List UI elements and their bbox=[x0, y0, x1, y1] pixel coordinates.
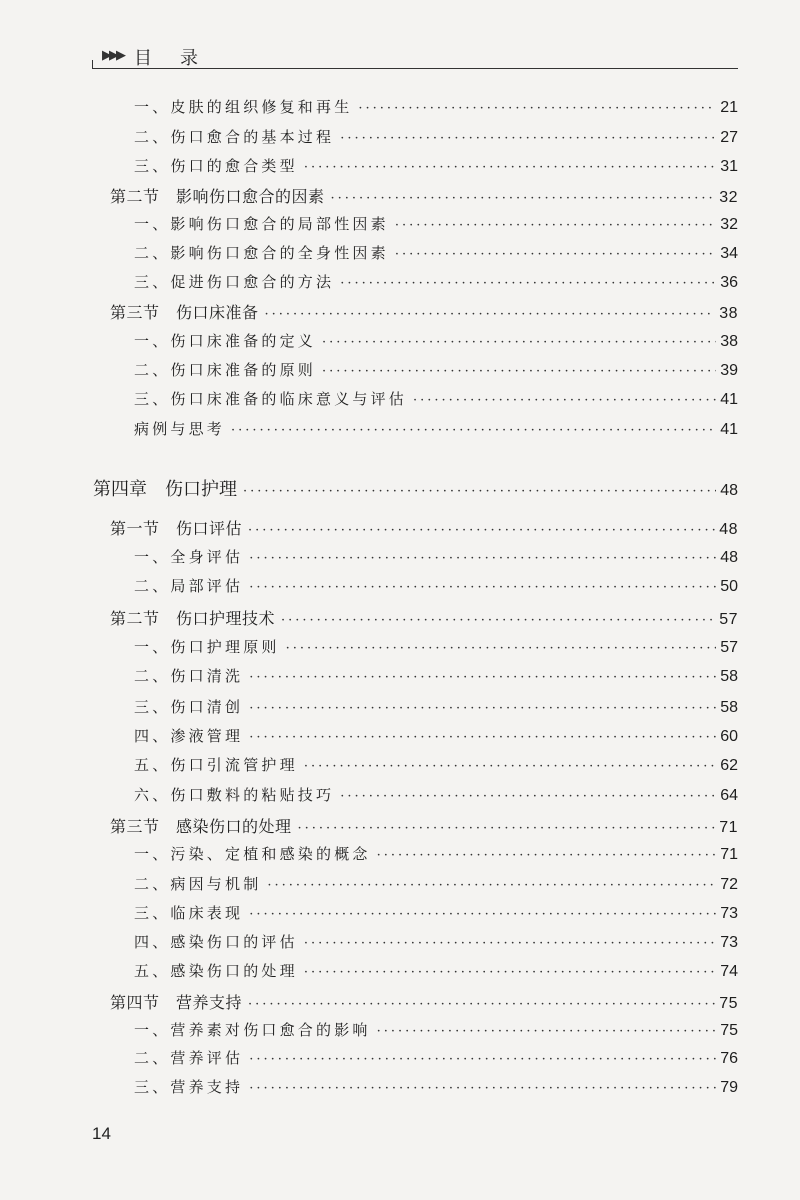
toc-entry-page: 76 bbox=[720, 1050, 738, 1067]
toc-entry-page: 62 bbox=[720, 757, 738, 774]
dot-leader bbox=[286, 641, 717, 656]
dot-leader bbox=[231, 423, 716, 438]
toc-entry-title: 四、感染伤口的评估 bbox=[134, 933, 298, 951]
toc-entry bbox=[134, 960, 738, 981]
toc-entry bbox=[134, 636, 738, 657]
dot-leader bbox=[249, 580, 716, 595]
toc-entry-title: 二、局部评估 bbox=[134, 577, 244, 595]
page-number: 14 bbox=[92, 1124, 111, 1143]
toc-entry-title: 一、伤口护理原则 bbox=[134, 638, 280, 656]
toc-entry bbox=[134, 242, 738, 263]
toc-entry-title: 二、营养评估 bbox=[134, 1049, 244, 1067]
toc-entry-page: 48 bbox=[719, 521, 738, 538]
toc-entry-title: 第一节 伤口评估 bbox=[110, 519, 243, 538]
toc-entry bbox=[134, 1076, 738, 1097]
toc-entry-title: 二、伤口愈合的基本过程 bbox=[134, 128, 335, 146]
dot-leader bbox=[249, 701, 716, 716]
toc-entry-title: 四、渗液管理 bbox=[134, 727, 244, 745]
dot-leader bbox=[249, 1052, 716, 1067]
toc-entry-title: 第三节 感染伤口的处理 bbox=[110, 817, 292, 836]
dot-leader bbox=[413, 393, 716, 408]
toc-entry bbox=[134, 330, 738, 351]
dot-leader bbox=[249, 551, 716, 566]
dot-leader bbox=[281, 613, 715, 628]
toc-entry-page: 75 bbox=[720, 1022, 738, 1039]
toc-entry bbox=[110, 300, 738, 323]
toc-entry-title: 二、病因与机制 bbox=[134, 875, 262, 893]
toc-entry-title: 一、皮肤的组织修复和再生 bbox=[134, 98, 353, 116]
toc-entry-page: 73 bbox=[720, 934, 738, 951]
arrow-icon: ▶▶▶ bbox=[102, 48, 123, 63]
toc-entry-page: 73 bbox=[720, 905, 738, 922]
dot-leader bbox=[249, 730, 716, 745]
toc-entry-title: 六、伤口敷料的粘贴技巧 bbox=[134, 786, 335, 804]
dot-leader bbox=[340, 276, 716, 291]
dot-leader bbox=[395, 247, 716, 262]
toc-entry bbox=[134, 902, 738, 923]
toc-entry-page: 75 bbox=[719, 995, 738, 1012]
toc-entry-title: 三、促进伤口愈合的方法 bbox=[134, 273, 335, 291]
toc-entry-title: 一、营养素对伤口愈合的影响 bbox=[134, 1021, 371, 1039]
dot-leader bbox=[265, 307, 716, 322]
toc-entry-title: 二、伤口床准备的原则 bbox=[134, 361, 317, 379]
toc-entry-page: 58 bbox=[720, 668, 738, 685]
header-title: 目录 bbox=[134, 48, 226, 69]
toc-entry bbox=[134, 665, 738, 686]
toc-entry-page: 64 bbox=[720, 787, 738, 804]
toc-entry-title: 三、营养支持 bbox=[134, 1078, 244, 1096]
toc-entry-title: 第二节 影响伤口愈合的因素 bbox=[110, 187, 325, 206]
toc-entry-title: 三、临床表现 bbox=[134, 904, 244, 922]
dot-leader bbox=[304, 759, 716, 774]
toc-entry bbox=[110, 814, 738, 837]
toc-entry-page: 57 bbox=[719, 611, 738, 628]
toc-entry-page: 32 bbox=[720, 216, 738, 233]
dot-leader bbox=[322, 335, 716, 350]
toc-entry bbox=[134, 843, 738, 864]
toc-entry-title: 二、伤口清洗 bbox=[134, 667, 244, 685]
dot-leader bbox=[249, 907, 716, 922]
toc-entry bbox=[134, 784, 738, 805]
toc-entry-title: 病例与思考 bbox=[134, 420, 226, 438]
toc-entry-page: 41 bbox=[720, 391, 738, 408]
toc-entry-page: 27 bbox=[720, 129, 738, 146]
toc-entry-title: 二、影响伤口愈合的全身性因素 bbox=[134, 244, 389, 262]
toc-entry-title: 一、污染、定植和感染的概念 bbox=[134, 845, 371, 863]
dot-leader bbox=[267, 878, 716, 893]
toc-entry bbox=[134, 155, 738, 176]
toc-entry-page: 21 bbox=[720, 99, 738, 116]
toc-entry bbox=[134, 418, 738, 439]
toc-entry bbox=[110, 990, 738, 1013]
toc-entry bbox=[134, 1019, 738, 1040]
toc-entry-title: 五、伤口引流管护理 bbox=[134, 756, 298, 774]
toc-entry-title: 五、感染伤口的处理 bbox=[134, 962, 298, 980]
toc-entry-page: 48 bbox=[720, 549, 738, 566]
toc-entry-page: 58 bbox=[720, 699, 738, 716]
dot-leader bbox=[395, 218, 716, 233]
dot-leader bbox=[249, 670, 716, 685]
toc-entry bbox=[134, 1047, 738, 1068]
toc-entry bbox=[134, 546, 738, 567]
toc-entry-page: 48 bbox=[720, 482, 738, 499]
toc-entry-title: 一、影响伤口愈合的局部性因素 bbox=[134, 215, 389, 233]
toc-entry bbox=[134, 931, 738, 952]
toc-entry-title: 三、伤口床准备的临床意义与评估 bbox=[134, 390, 408, 408]
toc-entry bbox=[110, 516, 738, 539]
dot-leader bbox=[243, 484, 716, 499]
toc-entry-page: 39 bbox=[720, 362, 738, 379]
dot-leader bbox=[331, 191, 716, 206]
toc-entry-title: 第三节 伤口床准备 bbox=[110, 303, 259, 322]
toc-entry-page: 38 bbox=[720, 333, 738, 350]
toc-entry-page: 34 bbox=[720, 245, 738, 262]
dot-leader bbox=[304, 965, 716, 980]
toc-entry bbox=[134, 271, 738, 292]
dot-leader bbox=[322, 364, 716, 379]
toc-entry-page: 38 bbox=[719, 305, 738, 322]
running-header bbox=[92, 46, 738, 76]
toc-entry-page: 71 bbox=[720, 846, 738, 863]
dot-leader bbox=[298, 821, 716, 836]
toc-entry bbox=[134, 873, 738, 894]
toc-entry bbox=[134, 575, 738, 596]
toc-entry-page: 50 bbox=[720, 578, 738, 595]
toc-entry bbox=[110, 606, 738, 629]
toc-entry-page: 74 bbox=[720, 963, 738, 980]
toc-entry bbox=[110, 184, 738, 207]
dot-leader bbox=[377, 848, 717, 863]
dot-leader bbox=[377, 1024, 717, 1039]
toc-entry-page: 60 bbox=[720, 728, 738, 745]
dot-leader bbox=[248, 997, 715, 1012]
toc-entry bbox=[134, 96, 738, 117]
toc-entry-title: 第四节 营养支持 bbox=[110, 993, 243, 1012]
toc-entry-page: 71 bbox=[719, 819, 738, 836]
toc-entry-page: 31 bbox=[720, 158, 738, 175]
toc-entry-title: 第二节 伤口护理技术 bbox=[110, 609, 276, 628]
dot-leader bbox=[304, 160, 716, 175]
toc-entry bbox=[134, 754, 738, 775]
toc-entry-page: 36 bbox=[720, 274, 738, 291]
toc-entry bbox=[134, 696, 738, 717]
dot-leader bbox=[249, 1081, 716, 1096]
toc-entry-title: 一、伤口床准备的定义 bbox=[134, 332, 317, 350]
toc-entry bbox=[93, 475, 738, 501]
toc-entry bbox=[134, 725, 738, 746]
toc-entry bbox=[134, 388, 738, 409]
toc-entry-page: 72 bbox=[720, 876, 738, 893]
toc-entry bbox=[134, 213, 738, 234]
toc-entry-page: 32 bbox=[719, 189, 738, 206]
toc-entry bbox=[134, 359, 738, 380]
toc-entry-title: 一、全身评估 bbox=[134, 548, 244, 566]
dot-leader bbox=[358, 101, 716, 116]
dot-leader bbox=[304, 936, 716, 951]
dot-leader bbox=[340, 789, 716, 804]
toc-entry-title: 第四章 伤口护理 bbox=[93, 479, 237, 500]
toc-entry-page: 57 bbox=[720, 639, 738, 656]
toc-entry-title: 三、伤口清创 bbox=[134, 698, 244, 716]
toc-entry-page: 79 bbox=[720, 1079, 738, 1096]
toc-entry bbox=[134, 126, 738, 147]
toc-entry-title: 三、伤口的愈合类型 bbox=[134, 157, 298, 175]
dot-leader bbox=[248, 523, 715, 538]
dot-leader bbox=[340, 131, 716, 146]
toc-entry-page: 41 bbox=[720, 421, 738, 438]
